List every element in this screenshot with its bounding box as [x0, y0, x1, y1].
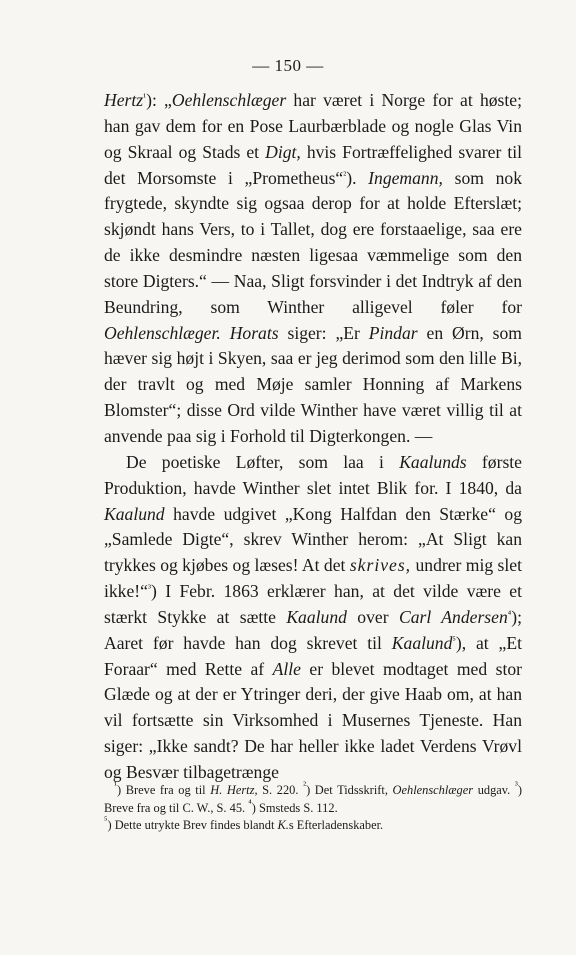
italic-name: Kaalund — [391, 632, 453, 653]
paragraph-1: Hertz$^{^1}$): „Oehlenschlæger har været i Norge for at høste; han gav dem for en Pose Laurbærblade og nogle Glas Vin og Skraal og Stads et Digt, hvis Fortræffelighed svarer til det Morsomste i „Prometheus“$^{^2}$). Ingemann, som nok frygtede, skyndte sig ogsaa derop for at holde Efterslæt; skjøndt hans Vers, to i Tallet, dog ere forstaaelige, saa ere de ikke desmindre næsten ligesaa væmmelige som den store Digters.“ — Naa, Sligt forsvinder i det Indtryk af den Beundring, som Winther alligevel føler for Oehlenschlæger. Horats siger: „Er Pindar en Ørn, som hæver sig højt i Skyen, saa er jeg derimod som den lille Bi, der travlt og med Møje samler Honning af Markens Blomster“; disse Ord vilde Winther have været villig til at anvende paa sig i Forhold til Digterkongen. — — [104, 90, 522, 446]
italic-name: Pindar — [368, 322, 418, 343]
italic-name: Kaalund — [104, 503, 165, 524]
footnote-line-1: $^{^1}$) Breve fra og til H. Hertz, S. 220. $^{^2}$) Det Tidsskrift, Oehlenschlæger udgav. $^{^3}$) Breve fra og til C. W., S. 45. $^{^4}$) Smsteds S. 112. — [104, 780, 523, 815]
italic-name: Oehlenschlæger — [171, 90, 287, 110]
italic-word: Alle — [272, 658, 301, 679]
italic-name: Hertz — [104, 90, 144, 110]
footnote-line-2: $^{^5}$) Dette utrykte Brev findes blandt K.s Efterladenskaber. — [104, 815, 384, 832]
footnote-ref: ¹ — [143, 92, 147, 103]
italic-name: Ingemann, — [368, 167, 443, 188]
footnote-ref: ² — [343, 169, 347, 181]
italic-name: Carl Andersen — [398, 606, 508, 627]
italic-name: Oehlenschlæger. — [104, 322, 221, 343]
italic-name: Kaalunds — [399, 451, 467, 472]
italic-word: skrives, — [349, 555, 412, 576]
footnote-ref: ⁵ — [452, 634, 456, 646]
footnote-ref: ⁴ — [507, 608, 512, 620]
italic-name: Horats — [229, 322, 279, 343]
footnotes — [104, 782, 522, 835]
page-number-header: — 150 — — [252, 56, 324, 75]
body-text — [104, 88, 522, 786]
italic-name: Kaalund — [286, 606, 347, 627]
paragraph-2: De poetiske Løfter, som laa i Kaalunds første Produktion, havde Winther slet intet Blik for. I 1840, da Kaalund havde udgivet „Kong Halfdan den Stærke“ og „Samlede Digte“, skrev Winther herom: „At Sligt kan trykkes og kjøbes og læses! At det skrives, undrer mig slet ikke!“$^{^3}$) I Febr. 1863 erklærer han, at det vilde være et stærkt Stykke at sætte Kaalund over Carl Andersen$^{^4}$); Aaret før havde han dog skrevet til Kaalund$^{^5}$), at „Et Foraar“ med Rette af Alle er blevet modtaget med stor Glæde og at der er Ytringer deri, der give Haab om, at han vil fortsætte sin Virksomhed i Musernes Tjeneste. Han siger: „Ikke sandt? De har heller ikke ladet Verdens Vrøvl og Besvær tilbagetrænge — [104, 451, 523, 782]
footnote-ref: ³ — [147, 583, 151, 595]
italic-word: Digt, — [265, 141, 301, 162]
